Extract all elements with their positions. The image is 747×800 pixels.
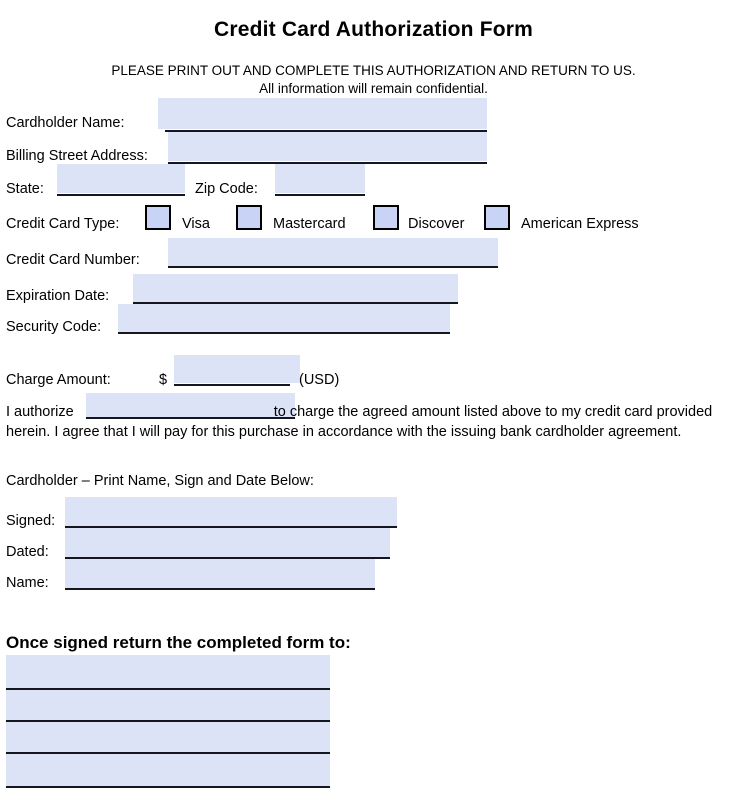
name-label: Name:: [6, 575, 49, 591]
checkbox-label-mastercard: Mastercard: [273, 216, 346, 232]
state-label: State:: [6, 181, 44, 197]
checkbox-discover[interactable]: [373, 205, 399, 230]
signed-highlight: [65, 497, 397, 526]
charge-amount-highlight: [174, 355, 300, 383]
checkbox-mastercard[interactable]: [236, 205, 262, 230]
signed-rule: [65, 526, 397, 528]
zip-code-rule: [275, 194, 365, 196]
security-code-highlight: [118, 304, 450, 332]
subtitle-line-1: PLEASE PRINT OUT AND COMPLETE THIS AUTHORIZATION AND RETURN TO US.: [111, 63, 636, 78]
charge-amount-rule: [174, 384, 290, 386]
checkbox-label-visa: Visa: [182, 216, 210, 232]
subtitle-line-2: All information will remain confidential.: [259, 81, 488, 96]
authorization-lead-in: I authorize: [6, 404, 74, 420]
expiration-date-rule: [133, 302, 458, 304]
cardholder-name-label: Cardholder Name:: [6, 115, 125, 131]
dated-highlight: [65, 528, 390, 557]
expiration-date-highlight: [133, 274, 458, 302]
authorization-body: to charge the agreed amount listed above to my credit card provided herein. I agree that I will pay for this purchase in accordance with the issuing bank cardholder agreement.: [6, 404, 713, 440]
charge-amount-currency-symbol: $: [159, 372, 168, 388]
charge-amount-currency-suffix: (USD): [299, 372, 340, 388]
dated-label: Dated:: [6, 544, 49, 560]
zip-code-label: Zip Code:: [195, 181, 258, 197]
expiration-date-label: Expiration Date:: [6, 288, 110, 304]
zip-code-highlight: [275, 164, 365, 193]
return-address-rule-3: [6, 752, 330, 754]
authorization-paragraph: [6, 403, 718, 442]
signed-label: Signed:: [6, 513, 56, 529]
security-code-rule: [118, 332, 450, 334]
credit-card-number-rule: [168, 266, 498, 268]
billing-street-address-label: Billing Street Address:: [6, 148, 148, 164]
return-address-highlight-4: [6, 754, 330, 786]
credit-card-number-highlight: [168, 238, 498, 266]
return-address-highlight-1: [6, 655, 330, 688]
return-address-rule-4: [6, 786, 330, 788]
return-section-heading: Once signed return the completed form to:: [6, 633, 351, 652]
billing-street-address-rule: [168, 162, 487, 164]
checkbox-visa[interactable]: [145, 205, 171, 230]
checkbox-label-american-express: American Express: [521, 216, 639, 232]
checkbox-label-discover: Discover: [408, 216, 465, 232]
state-rule: [57, 194, 185, 196]
state-highlight: [57, 164, 185, 193]
charge-amount-label: Charge Amount:: [6, 372, 111, 388]
name-rule: [65, 588, 375, 590]
return-address-highlight-3: [6, 722, 330, 752]
return-address-highlight-2: [6, 690, 330, 720]
return-address-rule-2: [6, 720, 330, 722]
page-title: Credit Card Authorization Form: [213, 18, 534, 41]
cardholder-print-note: Cardholder – Print Name, Sign and Date Below:: [6, 473, 314, 489]
security-code-label: Security Code:: [6, 319, 102, 335]
checkbox-american-express[interactable]: [484, 205, 510, 230]
return-address-rule-1: [6, 688, 330, 690]
credit-card-number-label: Credit Card Number:: [6, 252, 140, 268]
name-highlight: [65, 559, 375, 588]
cardholder-name-rule: [165, 130, 487, 132]
dated-rule: [65, 557, 390, 559]
cardholder-name-highlight: [158, 98, 487, 129]
credit-card-type-label: Credit Card Type:: [6, 216, 120, 232]
billing-address-highlight: [168, 131, 487, 161]
